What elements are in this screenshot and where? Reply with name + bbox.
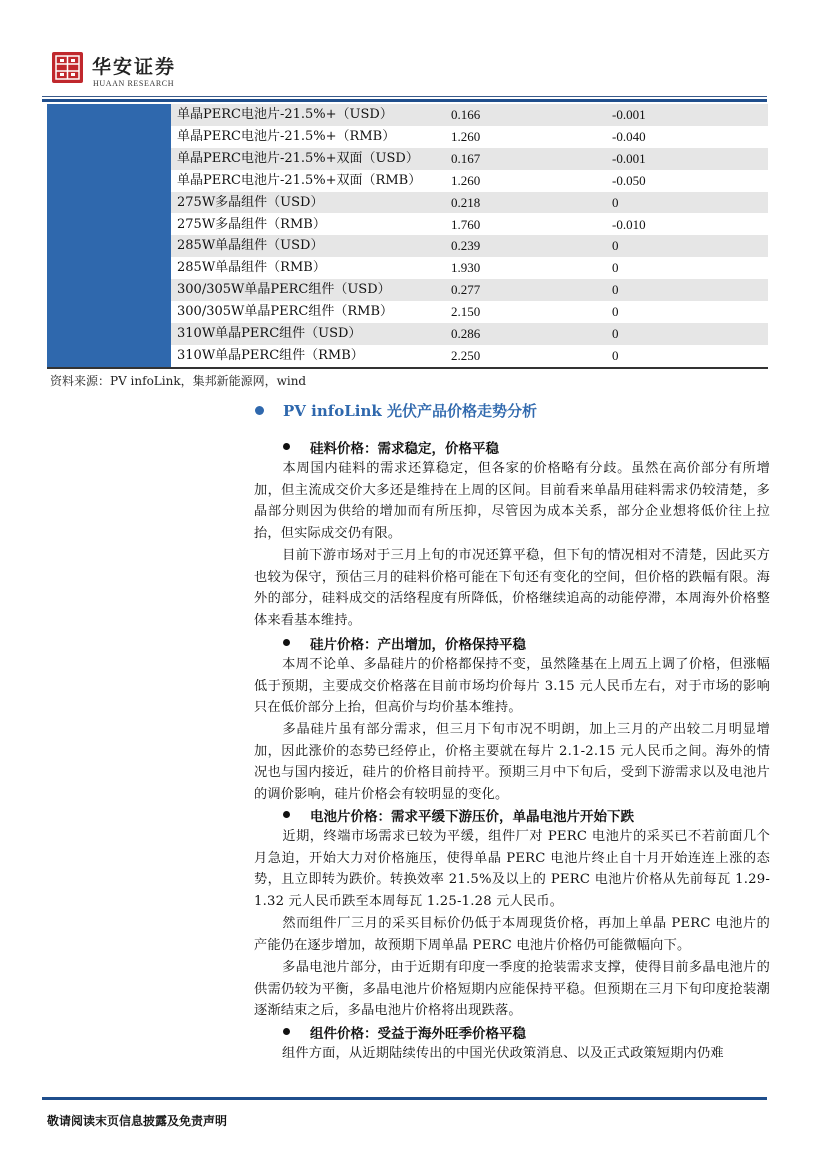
wafer-price-heading: 硅片价格：产出增加，价格保持平稳: [310, 637, 526, 653]
table-row: [171, 192, 768, 214]
table-row: [171, 235, 768, 257]
section-bullet-icon: [255, 406, 264, 415]
change-value: 0: [612, 347, 619, 363]
price-value: 0.239: [451, 238, 481, 254]
cell-paragraph-1: 近期，终端市场需求已较为平缓，组件厂对 PERC 电池片的采买已不若前面几个月急迫，开始大力对价格施压，使得单晶 PERC 电池片终止自十月开始连连上涨的态势，且立即转为跌价。转换效率 21.5%及以上的 PERC 电池片价格从先前每瓦 1.29-1.32 元人民币跌至本周每瓦 1.25-1.28 元人民币。: [254, 829, 770, 910]
product-name: 单晶PERC电池片-21.5%+（RMB）: [177, 128, 396, 144]
brand-name: 华安证券: [92, 56, 177, 78]
product-name: 275W多晶组件（RMB）: [177, 216, 326, 232]
change-value: 0: [612, 194, 619, 210]
table-row: [171, 345, 768, 367]
table-row: [171, 104, 768, 126]
table-row: [171, 301, 768, 323]
cell-price-heading: 电池片价格：需求平缓下游压价，单晶电池片开始下跌: [310, 809, 634, 825]
table-row: [171, 170, 768, 192]
brand-name-english: HUAAN RESEARCH: [93, 79, 175, 88]
header-divider-thick: [42, 99, 767, 102]
module-price-heading: 组件价格：受益于海外旺季价格平稳: [310, 1026, 526, 1042]
product-name: 285W单晶组件（USD）: [177, 238, 324, 254]
section-title: PV infoLink 光伏产品价格走势分析: [283, 402, 537, 420]
product-name: 300/305W单晶PERC组件（USD）: [177, 282, 391, 298]
silicon-paragraph-1: 本周国内硅料的需求还算稳定，但各家的价格略有分歧。虽然在高价部分有所增加，但主流成交价大多还是维持在上周的区间。目前看来单晶用硅料需求仍较清楚，多晶部分则因为供给的增加而有所压抑，尽管因为成本关系，部分企业想将低价往上拉抬，但实际成交仍有限。: [254, 461, 770, 542]
product-name: 单晶PERC电池片-21.5%+（USD）: [177, 107, 393, 122]
change-value: 0: [612, 260, 619, 276]
module-paragraph-1: 组件方面，从近期陆续传出的中国光伏政策消息、以及正式政策短期内仍难: [282, 1046, 724, 1061]
price-value: 0.166: [451, 107, 481, 122]
table-source-note: 资料来源：PV infoLink，集邦新能源网，wind: [50, 374, 307, 388]
table-row: [171, 148, 768, 170]
wafer-paragraph-1: 本周不论单、多晶硅片的价格都保持不变，虽然隆基在上周五上调了价格，但涨幅低于预期，主要成交价格落在目前市场均价每片 3.15 元人民币左右，对于市场的影响只在低价部分上抬，但高价与均价基本维持。: [254, 657, 770, 716]
table-row: [171, 323, 768, 345]
table-row: [171, 257, 768, 279]
price-value: 1.760: [451, 216, 481, 232]
change-value: -0.040: [612, 128, 646, 144]
product-name: 单晶PERC电池片-21.5%+双面（USD）: [177, 150, 419, 166]
price-value: 0.167: [451, 150, 481, 166]
change-value: 0: [612, 326, 619, 341]
paragraph: [254, 1043, 770, 1065]
price-value: 2.250: [451, 347, 481, 363]
price-value: 2.150: [451, 304, 481, 320]
paragraph: [254, 957, 770, 1022]
change-value: 0: [612, 238, 619, 254]
page-header: [0, 0, 827, 100]
huaan-logo-icon: [52, 52, 83, 83]
table-row: [171, 279, 768, 301]
price-value: 1.260: [451, 172, 481, 188]
footer-disclaimer: 敬请阅读末页信息披露及免责声明: [47, 1114, 228, 1128]
change-value: -0.001: [612, 150, 646, 166]
price-value: 1.260: [451, 128, 481, 144]
table-row: [171, 126, 768, 148]
header-divider: [42, 96, 767, 97]
wafer-paragraph-2: 多晶硅片虽有部分需求，但三月下旬市况不明朗，加上三月的产出较二月明显增加，因此涨价的态势已经停止，价格主要就在每片 2.1-2.15 元人民币之间。海外的情况也与国内接近，硅片的价格目前持平。预期三月中下旬后，受到下游需求以及电池片的调价影响，硅片价格会有较明显的变化。: [254, 722, 770, 803]
product-name: 310W单晶PERC组件（USD）: [177, 326, 362, 341]
table-row: [171, 214, 768, 236]
paragraph: [254, 826, 770, 913]
cell-paragraph-2: 然而组件厂三月的采买目标价仍低于本周现货价格，再加上单晶 PERC 电池片的产能仍在逐步增加，故预期下周单晶 PERC 电池片价格仍可能微幅向下。: [254, 916, 770, 953]
bullet-icon: [283, 639, 290, 646]
change-value: -0.010: [612, 216, 646, 232]
bullet-icon: [283, 1028, 290, 1035]
bullet-icon: [283, 443, 290, 450]
paragraph: [254, 545, 770, 632]
price-value: 0.218: [451, 194, 481, 210]
product-name: 285W单晶组件（RMB）: [177, 260, 326, 276]
footer-divider: [42, 1097, 767, 1100]
bullet-icon: [283, 811, 290, 818]
price-value: 1.930: [451, 260, 481, 276]
price-value: 0.286: [451, 326, 481, 341]
paragraph: [254, 719, 770, 806]
cell-paragraph-3: 多晶电池片部分，由于近期有印度一季度的抢装需求支撑，使得目前多晶电池片的供需仍较为平衡，多晶电池片价格短期内应能保持平稳。但预期在三月下旬印度抢装潮逐渐结束之后，多晶电池片价格将出现跌落。: [254, 960, 770, 1019]
paragraph: [254, 913, 770, 956]
table-bottom-rule: [47, 367, 768, 369]
silicon-price-heading: 硅料价格：需求稳定，价格平稳: [310, 441, 499, 457]
paragraph: [254, 458, 770, 545]
change-value: -0.001: [612, 107, 646, 122]
product-name: 310W单晶PERC组件（RMB）: [177, 347, 364, 363]
change-value: 0: [612, 282, 619, 298]
product-name: 300/305W单晶PERC组件（RMB）: [177, 304, 393, 320]
change-value: -0.050: [612, 172, 646, 188]
price-value: 0.277: [451, 282, 481, 298]
paragraph: [254, 654, 770, 719]
product-name: 单晶PERC电池片-21.5%+双面（RMB）: [177, 172, 422, 188]
product-name: 275W多晶组件（USD）: [177, 194, 324, 210]
table-category-column: [47, 104, 171, 367]
change-value: 0: [612, 304, 619, 320]
silicon-paragraph-2: 目前下游市场对于三月上旬的市况还算平稳，但下旬的情况相对不清楚，因此买方也较为保守，预估三月的硅料价格可能在下旬还有变化的空间，但价格的跌幅有限。海外的部分，硅料成交的活络程度有所降低，价格继续追高的动能停滞，本周海外价格整体来看基本维持。: [254, 548, 770, 629]
